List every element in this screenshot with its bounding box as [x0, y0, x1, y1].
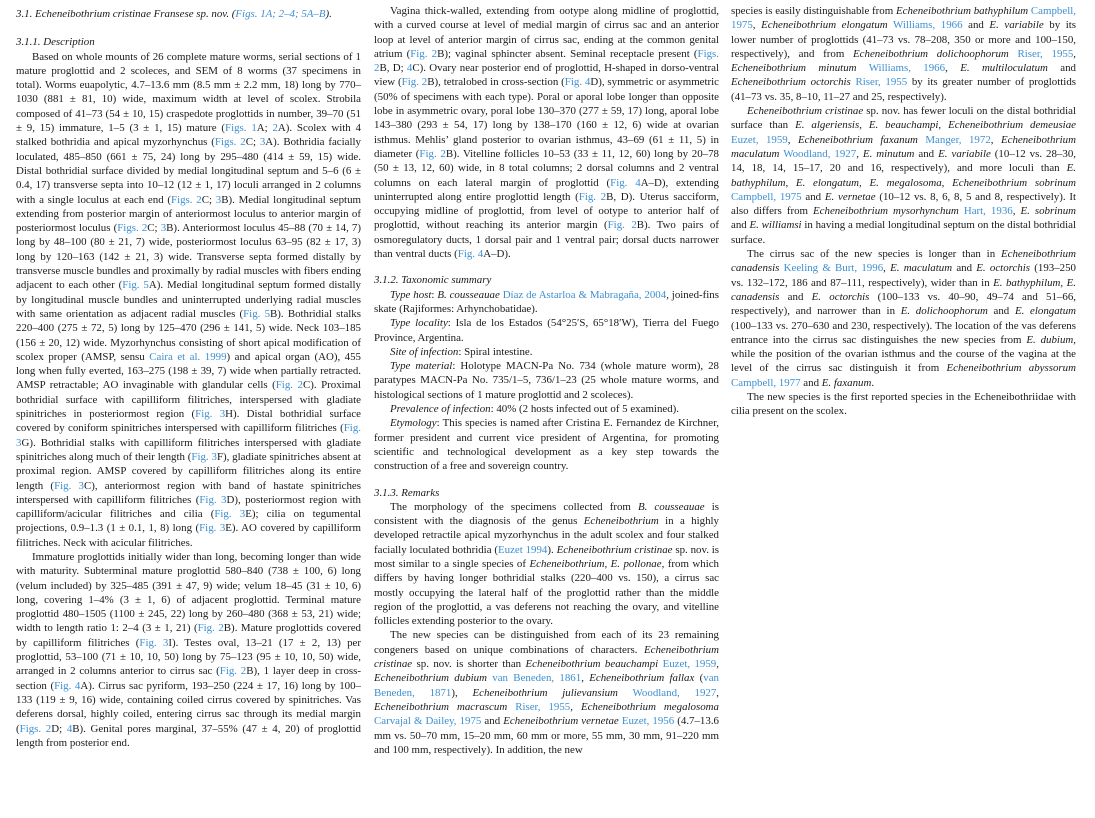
reference-link[interactable]: Figs. 1: [225, 122, 257, 135]
paragraph: [374, 359, 719, 402]
reference-link[interactable]: Caira et al. 1999: [149, 350, 227, 363]
text: D;: [51, 722, 67, 735]
text: F), gladiate spinitriches absent at proximal region. AMSP covered by capilliform filitriches along its entire length (: [16, 450, 361, 492]
text: ,: [1012, 205, 1021, 218]
reference-link[interactable]: Figs. 2: [214, 136, 246, 149]
italic-text: B. cousseauae: [637, 500, 705, 513]
italic-text: Echeneibothrium julievansium: [472, 686, 618, 699]
text: and: [914, 147, 939, 160]
reference-link[interactable]: Fig. 3: [195, 408, 226, 421]
text: ),: [451, 686, 473, 699]
italic-text: E. sobrinum: [1020, 205, 1077, 218]
paragraph: [16, 50, 361, 550]
reference-link[interactable]: Riser, 1955: [855, 76, 908, 89]
section-heading: [16, 7, 361, 21]
italic-text: Echeneibothrium beauchampi: [525, 658, 659, 671]
italic-text: E. dubium: [1026, 333, 1074, 346]
italic-text: ).: [325, 8, 332, 20]
italic-text: E. faxanum: [821, 376, 872, 389]
subsection-heading: [16, 35, 361, 49]
text: The new species is the first reported species in the Echeneibothriidae with cilia present on the scolex.: [731, 391, 1076, 418]
text: B). Mature proglottids covered by capilliform filitriches (: [16, 622, 362, 649]
reference-link[interactable]: Fig. 3: [214, 508, 246, 521]
reference-link[interactable]: Fig. 3: [16, 422, 361, 449]
reference-link[interactable]: Fig. 5: [243, 307, 271, 320]
reference-link[interactable]: Fig. 4: [54, 679, 81, 692]
text: (4.7–13.6 mm vs. 50–70 mm, 15–20 mm, 60 mm or more, 55 mm, 30 mm, 91–220 mm and 100 mm, respectively). In addition, the new: [374, 715, 719, 756]
italic-text: 3.1. Echeneibothrium cristinae Fransese sp. nov. (: [16, 8, 236, 20]
text: by its lower number of proglottids (41–73 vs. 78–208, 350 or more and 100–150, respectively), and from: [731, 19, 1076, 60]
text: A–D).: [483, 248, 511, 261]
italic-text: E. williamsi: [749, 219, 802, 232]
italic-text: E. maculatum: [890, 262, 953, 275]
text: and: [801, 190, 825, 203]
reference-link[interactable]: Euzet, 1959: [662, 658, 717, 671]
text: and: [779, 290, 812, 303]
paragraph: [731, 390, 1076, 419]
text: (10–12 vs. 8, 6, 8, 5 and 8, respectively). It also differs from: [731, 190, 1076, 218]
italic-text: Echeneibothrium minutum: [731, 62, 857, 75]
text: (193–250 vs. 132–172, 186 and 87–111, respectively), wider than in: [731, 262, 1076, 289]
text: C;: [201, 193, 216, 206]
italic-text: Prevalence of infection: [390, 403, 491, 416]
text: in a highly developed retractile apical myzorhynchus in the adult scolex and four stalked facially loculated bothridia (: [374, 515, 719, 556]
text: and: [481, 715, 504, 728]
paragraph: [374, 402, 719, 416]
reference-link[interactable]: Fig. 2: [401, 76, 428, 89]
paragraph: [374, 416, 719, 473]
text: (100–133 vs. 40–90, 49–74 and 51–66, respectively), and narrower than in: [731, 290, 1076, 318]
text: D), symmetric or asymmetric (50% of specimens with each type). Poral or aporal lobe longer than opposite lobe in asymmetric ovary, poral lobe 130–370 (277 ± 59, 17) long, aporal lobe 143–380 (293 ± 54, 17) long by 138–170 (160 ± 12, 6) wide at ovarian isthmus. Mehlis’ gland posterior to ovarian isthmus, 43–69 (61 ± 11, 5) in diameter (: [374, 76, 720, 160]
reference-link[interactable]: Fig. 3: [199, 522, 226, 535]
subsection-heading: [374, 273, 719, 287]
column-right: [731, 4, 1076, 419]
reference-link[interactable]: Euzet 1994: [497, 543, 548, 556]
italic-text: Echeneibothrium cristinae: [556, 543, 673, 556]
text: A–D), extending uninterrupted along entire proglottid length (: [374, 176, 719, 203]
reference-link[interactable]: Figs. 1A; 2–4; 5A–B: [235, 8, 326, 20]
italic-text: B. cousseauae: [437, 288, 500, 301]
reference-link[interactable]: van Beneden, 1861: [492, 672, 582, 685]
reference-link[interactable]: Carvajal & Dailey, 1975: [374, 715, 482, 728]
italic-text: 3.1.1. Description: [16, 36, 95, 49]
text: B, D). Uterus sacciform, occupying midline of proglottid, from level of ootype to anterior half of proglottid, without reaching its anterior margin (: [374, 190, 719, 232]
text: H). Distal bothridial surface covered by coniform spinitriches interspersed with capilliform filitriches (: [16, 408, 361, 435]
text: C;: [245, 136, 260, 149]
text: and: [731, 219, 750, 232]
text: Immature proglottids initially wider than long, becoming longer than wide with maturity. Subterminal mature proglottid 580–840 (738 ± 100, 6) long (velum included) by 325–485 (391 ± 47, 9) wide; velum 18–45 (31 ± 10, 6) long, covering 1–4% (3 ± 1, 6) of adjacent proglottid. Terminal mature proglottid 480–1505 (1100 ± 245, 22) long by 260–480 (368 ± 53, 21) wide; width to length ratio 1: 2–4 (3 ± 1, 21) (: [16, 550, 361, 635]
reference-link[interactable]: Fig. 2: [419, 147, 446, 160]
text: C;: [147, 222, 161, 235]
text: B). Genital pores marginal, 37–55% (47 ± 4, 20) of proglottid length from posterior end.: [16, 722, 361, 749]
text: ,: [716, 658, 719, 671]
text: : Holotype MACN-Pa No. 734 (whole mature worm), 28 paratypes MACN-Pa No. 735/1–5, 736/1–23 (25 whole mature worms, and histological sections of 1 mature proglottid and 2 scoleces).: [374, 360, 719, 401]
paragraph: [374, 345, 719, 359]
text: A). Cirrus sac pyriform, 193–250 (224 ± 17, 16) long by 100–133 (119 ± 9, 16) wide, containing coiled cirrus covered by spinitriches. Vas deferens dorsal, highly coiled, entering cirrus sac through its medial margin (: [16, 679, 362, 735]
reference-link[interactable]: 3: [259, 136, 266, 149]
paragraph: [16, 550, 361, 750]
reference-link[interactable]: Fig. 3: [139, 636, 169, 649]
subsection-heading: [374, 486, 719, 500]
italic-text: E. vernetae: [824, 190, 876, 203]
text: ,: [716, 686, 720, 699]
text: ,: [1073, 47, 1077, 60]
text: and: [1047, 62, 1076, 75]
text: B). Two pairs of osmoregulatory ducts, 1 dorsal pair and 1 ventral pair; dorsal ducts narrower than ventral ducts (: [374, 219, 720, 261]
column-left: [16, 4, 361, 750]
text: sp. nov. is most similar to a single species of: [374, 543, 720, 570]
reference-link[interactable]: Williams, 1966: [893, 19, 963, 32]
paragraph: [731, 104, 1076, 247]
text: The cirrus sac of the new species is longer than in: [747, 248, 1001, 261]
italic-text: Echeneibothrium canadensis: [731, 248, 1076, 275]
text: (10–12 vs. 28–30, 14, 18, 14, 15–17, 20 and 16, respectively), and more loculi than: [731, 147, 1076, 175]
paragraph: [374, 316, 719, 345]
text: B); vaginal sphincter absent. Seminal receptacle present (: [437, 47, 698, 60]
italic-text: Echeneibothrium vernetae: [503, 715, 619, 728]
reference-link[interactable]: Fig. 2: [410, 47, 438, 60]
reference-link[interactable]: Figs. 2: [171, 193, 202, 206]
reference-link[interactable]: Fig. 2: [275, 379, 303, 392]
italic-text: Echeneibothrium, E. pollonae: [529, 557, 662, 570]
reference-link[interactable]: Fig. 4: [457, 248, 484, 261]
text: ) and apical organ (AO), 455 long when fully everted, 163–275 (198 ± 39, 7) wide when partially retracted. AMSP retractable; AO invaginable with glandular cells (: [16, 350, 361, 392]
paragraph: [374, 628, 719, 757]
text: C). Proximal bothridial surface with capilliform filitriches, interspersed with gladiate spinitriches in posteriormost region (: [16, 379, 361, 421]
text: (100–133 vs. 270–630 and 230, respectively). The location of the vas deferens entrance into the cirrus sac distinguishes the new species from: [731, 319, 1076, 346]
italic-text: E. variabile: [989, 19, 1044, 32]
italic-text: E. elongatum: [1014, 305, 1077, 318]
italic-text: E. multiloculatum: [960, 62, 1048, 75]
text: :: [431, 288, 438, 301]
italic-text: Echeneibothrium faxanum: [797, 133, 918, 146]
reference-link[interactable]: Díaz de Astarloa & Mabragaña, 2004: [502, 288, 667, 301]
italic-text: Echeneibothrium macrascum: [374, 700, 508, 713]
reference-link[interactable]: Euzet, 1959: [731, 133, 788, 146]
text: ,: [581, 672, 590, 685]
reference-link[interactable]: Fig. 2: [219, 665, 247, 678]
italic-text: E. variabile: [938, 147, 991, 160]
text: [857, 62, 869, 74]
text: .: [871, 376, 875, 389]
reference-link[interactable]: Campbell, 1975: [731, 5, 1076, 32]
reference-link[interactable]: Williams, 1966: [868, 62, 946, 75]
reference-link[interactable]: Fig. 2: [607, 219, 637, 232]
text: and: [800, 376, 822, 389]
italic-text: Echeneibothrium cristinae: [747, 105, 864, 118]
reference-link[interactable]: Fig. 4: [564, 76, 591, 89]
text: : Spiral intestine.: [458, 345, 533, 358]
reference-link[interactable]: Hart, 1936: [963, 205, 1013, 218]
text: B). Anteriormost loculus 45–88 (70 ± 14, 7) long by 48–100 (80 ± 21, 7) wide, posteriormost loculus 63–95 (82 ± 17, 3) long by 120–163 (142 ± 21, 3) wide. Transverse septa formed distally by transverse muscle bundles and proximally by radial muscles with fibers ending adjacent to each other (: [16, 222, 361, 292]
text: : This species is named after Cristina E. Fernandez de Kirchner, former president and current vice president of Argentina, for promoting scientific and technological development as a key step towards the construction of a free and sovereign country.: [374, 417, 719, 473]
column-middle: [374, 4, 719, 757]
italic-text: E. bathyphilum, E. elongatum, E. megalosoma, Echeneibothrium sobrinum: [731, 162, 1076, 189]
text: ).: [547, 543, 557, 556]
reference-link[interactable]: Fig. 5: [122, 279, 149, 292]
text: ,: [570, 700, 581, 713]
text: The new species can be distinguished from each of its 23 remaining congeners based on unique combinations of characters.: [374, 629, 719, 656]
text: by its greater number of proglottids (41–73 vs. 35, 8–10, 11–27 and 25, respectively).: [731, 76, 1077, 103]
italic-text: 3.1.3. Remarks: [374, 486, 440, 499]
text: D), posteriormost region with capilliform/acicular filitriches and cilia (: [16, 493, 361, 521]
text: G). Bothridial stalks with capilliform filitriches interspersed with gladiate spinitriches along much of their length (: [16, 436, 361, 463]
italic-text: E. octorchis: [976, 262, 1031, 275]
paragraph: [374, 288, 719, 317]
reference-link[interactable]: Woodland, 1927: [632, 686, 717, 699]
text: (: [694, 672, 704, 685]
text: A;: [256, 122, 273, 135]
italic-text: Echeneibothrium abyssorum: [946, 362, 1076, 375]
text: : 40% (2 hosts infected out of 5 examined).: [490, 403, 680, 416]
text: E); cilia on tegumental projections, 0.9–1.3 (1 ± 0.1, 1, 8) long (: [16, 508, 362, 535]
text: , from which differs by having longer bothridial stalks (220–400 vs. 150), a cirrus sac mostly occupying the lateral half of the proglottid rather than the middle region of the proglottid, a vas deferens not reaching the ovary, and vitelline follicles extending posterior to the ovary.: [374, 557, 719, 628]
reference-link[interactable]: 4: [406, 62, 413, 75]
text: Based on whole mounts of 26 complete mature worms, serial sections of 1 mature proglottid and 2 scoleces, and SEM of 8 worms (37 specimens in total). Worms euapolytic, 4.7–13.6 mm (8.5 mm ± 2.2 mm, 18) long by 770–1030 (881 ± 81, 10) wide, maximum width at level of scolex. Strobila composed of 41–73 (54 ± 10, 15) craspedote proglottids in number, 39–70 (51 ± 9, 15) immature, 1–5 (3 ± 1, 15) mature (: [16, 50, 361, 135]
italic-text: Type locality: [390, 317, 448, 330]
text: and: [952, 262, 977, 275]
italic-text: Echeneibothrium octorchis: [731, 76, 851, 89]
text: B), 1 layer deep in cross-section (: [16, 665, 362, 692]
text: : Isla de los Estados (54°25′S, 65°18′W), Tierra del Fuego Province, Argentina.: [374, 317, 719, 344]
reference-link[interactable]: 3: [215, 193, 222, 206]
italic-text: Echeneibothrium dubium: [374, 672, 487, 685]
reference-link[interactable]: Riser, 1955: [515, 700, 571, 713]
text: in having a medial longitudinal septum on the distal bothridial surface.: [731, 219, 1076, 246]
italic-text: Type material: [390, 360, 453, 373]
italic-text: E. minutum: [862, 147, 915, 160]
reference-link[interactable]: Fig. 4: [610, 176, 641, 189]
italic-text: Echeneibothrium: [583, 515, 659, 528]
reference-link[interactable]: Fig. 3: [191, 450, 217, 463]
reference-link[interactable]: Figs. 2: [19, 722, 52, 735]
italic-text: Echeneibothrium bathyphilum: [895, 5, 1029, 17]
text: Vagina thick-walled, extending from ootype along midline of proglottid, with a curved course at level of medial margin of cirrus sac and an anterior loop at level of anterior margin of cirrus sac, ending at the common genital atrium (: [374, 5, 719, 60]
reference-link[interactable]: Figs. 2: [117, 222, 148, 235]
text: B), tetralobed in cross-section (: [427, 76, 565, 89]
italic-text: Etymology: [390, 417, 437, 430]
text: B, D;: [379, 62, 407, 75]
text: species is easily distinguishable from: [731, 5, 896, 17]
text: The morphology of the specimens collected from: [390, 500, 638, 513]
text: [1009, 48, 1018, 60]
italic-text: E. algeriensis, E. beauchampi, Echeneibothrium demeusiae: [795, 119, 1076, 132]
italic-text: Echeneibothrium dolichoophorum: [853, 47, 1009, 60]
text: sp. nov. is shorter than: [412, 658, 526, 671]
text: and: [962, 19, 990, 32]
text: ,: [945, 62, 961, 75]
italic-text: Echeneibothrium cristinae: [374, 643, 719, 671]
italic-text: 3.1.2. Taxonomic summary: [374, 274, 492, 287]
text: E). AO covered by capilliform filitriches. Neck with acicular filitriches.: [16, 522, 362, 549]
reference-link[interactable]: 2: [272, 122, 278, 135]
text: A). Medial longitudinal septum formed distally by longitudinal muscle bundles and uninterrupted underlying radial muscles with same orientation as adjacent radial muscles (: [16, 279, 361, 320]
reference-link[interactable]: Fig. 2: [578, 190, 607, 203]
text: C). Ovary near posterior end of proglottid, H-shaped in dorso-ventral view (: [374, 62, 720, 89]
reference-link[interactable]: Fig. 3: [199, 493, 227, 506]
text: ,: [787, 133, 798, 146]
reference-link[interactable]: Woodland, 1927: [783, 147, 857, 160]
reference-link[interactable]: 3: [160, 222, 167, 235]
reference-link[interactable]: 4: [66, 722, 73, 735]
text: ,: [752, 19, 762, 32]
text: B). Bothridial stalks 220–400 (275 ± 72, 5) long by 125–470 (296 ± 141, 5) wide. Neck 103–185 (156 ± 20, 12) wide. Myzorhynchus consisting of short apical modification of scolex proper (AMSP, sensu: [16, 307, 361, 363]
italic-text: E. bathyphilum, E. canadensis: [731, 276, 1076, 303]
text: , joined-fins skate (Rajiformes: Arhynchobatidae).: [374, 288, 719, 315]
italic-text: Echeneibothrium maculatum: [731, 133, 1076, 160]
paragraph: [731, 4, 1076, 104]
reference-link[interactable]: Keeling & Burt, 1996: [783, 262, 884, 275]
italic-text: Site of infection: [390, 345, 459, 358]
reference-link[interactable]: Manger, 1972: [925, 133, 991, 146]
italic-text: Echeneibothrium mysorhynchum: [813, 205, 959, 218]
reference-link[interactable]: van Beneden, 1871: [374, 672, 719, 699]
italic-text: Echeneibothrium elongatum: [761, 19, 888, 32]
reference-link[interactable]: Campbell, 1977: [731, 376, 801, 389]
paragraph: [374, 4, 719, 261]
reference-link[interactable]: Riser, 1955: [1017, 47, 1074, 60]
text: sp. nov. has fewer loculi on the distal bothridial surface than: [731, 105, 1076, 132]
text: ,: [990, 133, 1001, 146]
text: C), anteriormost region with band of hastate spinitriches interspersed with capilliform filitriches (: [16, 479, 361, 506]
italic-text: Echeneibothrium megalosoma: [580, 700, 719, 713]
reference-link[interactable]: Fig. 2: [197, 622, 224, 635]
reference-link[interactable]: Campbell, 1975: [731, 190, 802, 203]
italic-text: Echeneibothrium fallax: [589, 672, 695, 685]
text: , while the position of the ovarian isthmus and the course of the vagina at the level of the cirrus sac distinguish it from: [731, 333, 1076, 375]
text: ,: [856, 147, 863, 160]
text: B). Vitelline follicles 10–53 (33 ± 11, 12, 60) long by 20–78 (50 ± 13, 12, 60) wide, in 8 total columns; 2 dorsal columns and 2 ventral columns on each lateral margin of proglottid (: [374, 147, 719, 189]
reference-link[interactable]: Figs. 2: [374, 47, 720, 75]
paragraph: [374, 500, 719, 629]
text: and: [987, 305, 1015, 318]
text: ,: [883, 262, 891, 275]
text: is consistent with the diagnosis of the genus: [374, 500, 719, 528]
text: [507, 701, 515, 713]
text: A). Bothridia facially loculated, 485–850 (661 ± 75, 24) long by 295–480 (414 ± 59, 15) wide. Distal bothridial surface divided by medial longitudinal septum and 5–6 (6 ± 0.4, 17) transverse septa into 10–12 (12 ± 1, 17) loculi arranged in 2 columns with a single loculus at each end (: [16, 136, 361, 206]
text: A). Scolex with 4 stalked bothridia and apical myzorhynchus (: [16, 122, 361, 149]
italic-text: E. octorchis: [811, 290, 870, 303]
reference-link[interactable]: Fig. 3: [54, 479, 84, 492]
italic-text: Type host: [390, 288, 432, 301]
text: I). Testes oval, 13–21 (17 ± 2, 13) per proglottid, 53–100 (71 ± 10, 10, 50) long by 75–123 (95 ± 10, 10, 50) wide, arranged in 2 columns anterior to cirrus sac (: [16, 636, 362, 678]
reference-link[interactable]: Euzet, 1956: [621, 715, 675, 728]
italic-text: E. dolichoophorum: [900, 305, 988, 318]
text: B). Medial longitudinal septum extending from posterior margin of anteriormost loculus to anterior margin of posteriormost loculus (: [16, 193, 362, 235]
text: [618, 687, 633, 699]
paragraph: [731, 247, 1076, 390]
